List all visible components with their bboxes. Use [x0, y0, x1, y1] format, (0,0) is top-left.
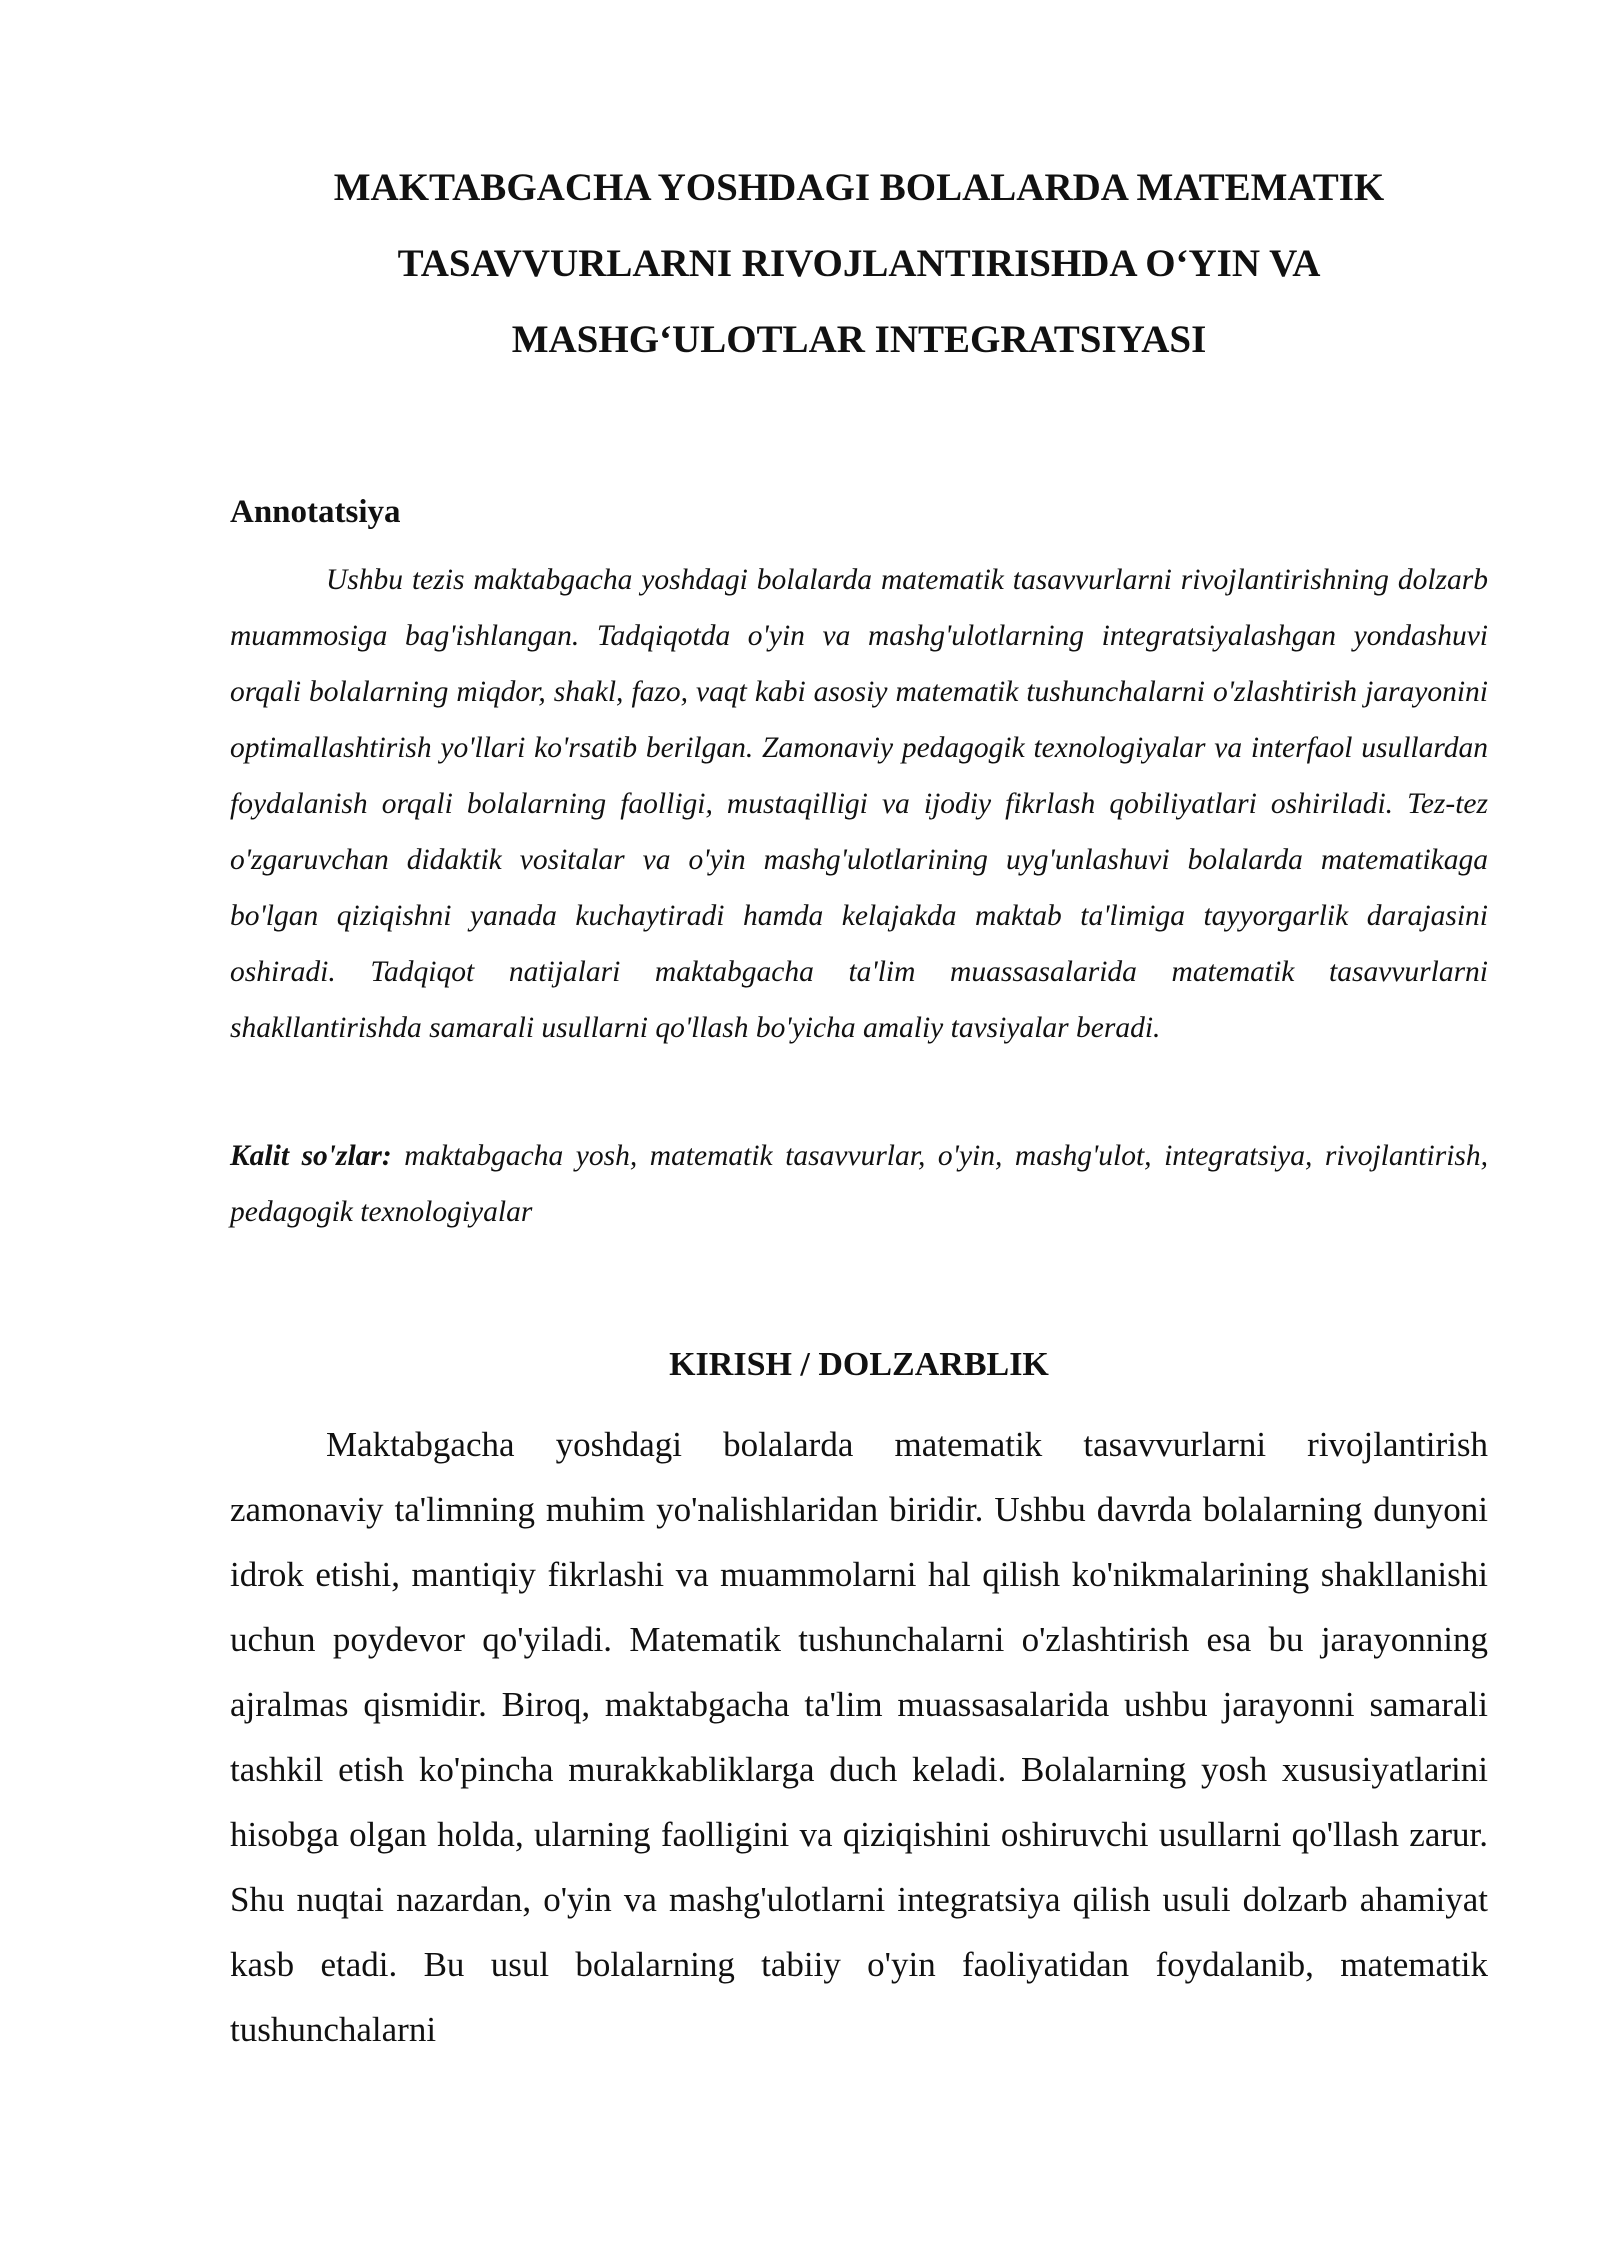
introduction-text: Maktabgacha yoshdagi bolalarda matematik tasavvurlarni rivojlantirish zamonaviy ta'limning muhim yo'nalishlaridan biridir. Ushbu davrda bolalarning dunyoni idrok etishi, mantiqiy fikrlashi va muammolarni hal qilish ko'nikmalarining shakllanishi uchun poydevor qo'yiladi. Matematik tushunchalarni o'zlashtirish esa bu jarayonning ajralmas qismidir. Biroq, maktabgacha ta'lim muassasalarida ushbu jarayonni samarali tashkil etish ko'pincha murakkabliklarga duch keladi. Bolalarning yosh xususiyatlarini hisobga olgan holda, ularning faolligini va qiziqishini oshiruvchi usullarni qo'llash zarur. Shu nuqtai nazardan, o'yin va mashg'ulotlarni integratsiya qilish usuli dolzarb ahamiyat kasb etadi. Bu usul bolalarning tabiiy o'yin faoliyatidan foydalanib, matematik tushunchalarni: [230, 1425, 1488, 2049]
title-line-3: MASHG‘ULOTLAR INTEGRATSIYASI: [511, 318, 1207, 361]
keywords-paragraph: [230, 1128, 1488, 1240]
annotation-text: Ushbu tezis maktabgacha yoshdagi bolalarda matematik tasavvurlarni rivojlantirishning dolzarb muammosiga bag'ishlangan. Tadqiqotda o'yin va mashg'ulotlarning integratsiyalashgan yondashuvi orqali bolalarning miqdor, shakl, fazo, vaqt kabi asosiy matematik tushunchalarni o'zlashtirish jarayonini optimallashtirish yo'llari ko'rsatib berilgan. Zamonaviy pedagogik texnologiyalar va interfaol usullardan foydalanish orqali bolalarning faolligi, mustaqilligi va ijodiy fikrlash qobiliyatlari oshiriladi. Tez-tez o'zgaruvchan didaktik vositalar va o'yin mashg'ulotlarining uyg'unlashuvi bolalarda matematikaga bo'lgan qiziqishni yanada kuchaytiradi hamda kelajakda maktab ta'limiga tayyorgarlik darajasini oshiradi. Tadqiqot natijalari maktabgacha ta'lim muassasalarida matematik tasavvurlarni shakllantirishda samarali usullarni qo'llash bo'yicha amaliy tavsiyalar beradi.: [230, 564, 1488, 1044]
introduction-heading: KIRISH / DOLZARBLIK: [669, 1346, 1049, 1383]
title-line-2: TASAVVURLARNI RIVOJLANTIRISHDA O‘YIN VA: [397, 242, 1321, 285]
title-line-1: MAKTABGACHA YOSHDAGI BOLALARDA MATEMATIK: [333, 166, 1385, 209]
keywords-label: Kalit so'zlar:: [230, 1140, 392, 1172]
keywords-text: maktabgacha yosh, matematik tasavvurlar, o'yin, mashg'ulot, integratsiya, rivojlantirish, pedagogik texnologiyalar: [230, 1140, 1489, 1228]
paper-title: [230, 150, 1488, 378]
annotation-heading: Annotatsiya: [230, 494, 401, 530]
